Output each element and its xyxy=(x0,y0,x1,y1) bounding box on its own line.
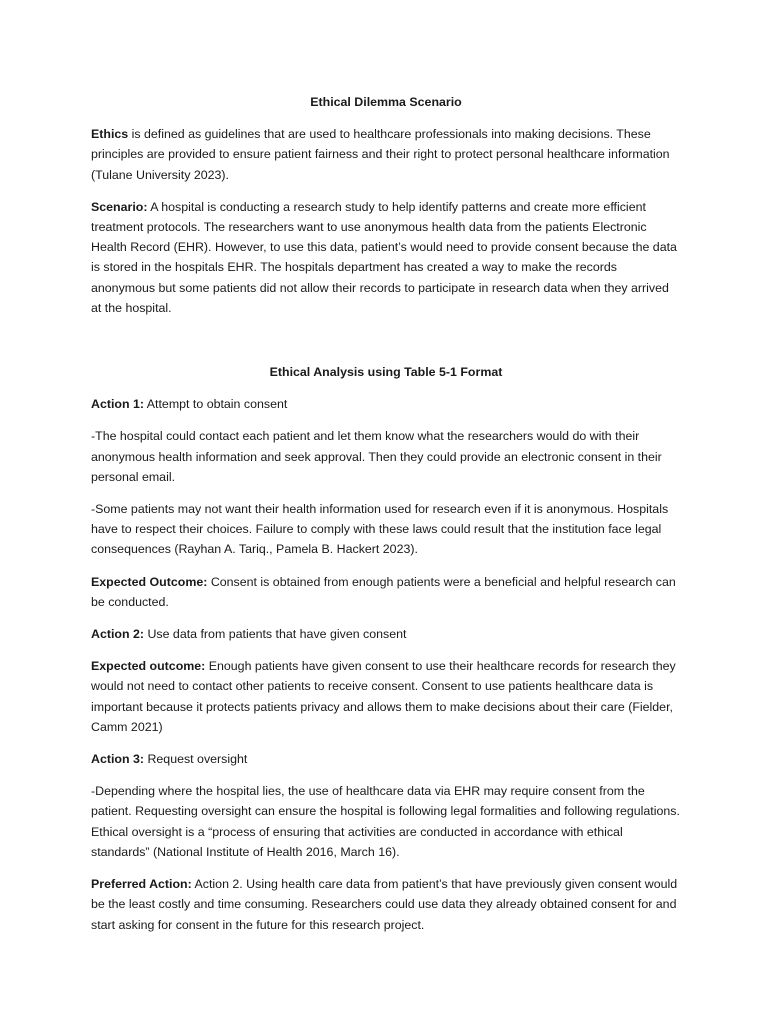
document-title: Ethical Dilemma Scenario xyxy=(310,95,462,109)
action3-text: Request oversight xyxy=(144,752,248,767)
outcome2-paragraph xyxy=(91,656,681,737)
preferred-label: Preferred Action: xyxy=(91,877,192,892)
scenario-paragraph xyxy=(91,197,681,318)
ethics-label: Ethics xyxy=(91,127,129,142)
outcome1-paragraph xyxy=(91,572,681,612)
ethics-text: is defined as guidelines that are used to healthcare professionals into making decisions. These principles are provided to ensure patient fairness and their right to protect personal healthcare information (Tulane University 2023). xyxy=(91,127,670,182)
action2-paragraph xyxy=(91,624,681,644)
document-body xyxy=(91,92,681,947)
action1-paragraph xyxy=(91,394,681,414)
action3-detail-1: -Depending where the hospital lies, the use of healthcare data via EHR may require consent from the patient. Requesting oversight can ensure the hospital is following legal formalities and following regulations. Ethical oversight is a “process of ensuring that activities are conducted in accordance with ethical standards” (National Institute of Health 2016, March 16). xyxy=(91,784,680,859)
action1-detail-2: -Some patients may not want their health information used for research even if it is anonymous. Hospitals have to respect their choices. Failure to comply with these laws could result that the institution face legal consequences (Rayhan A. Tariq., Pamela B. Hackert 2023). xyxy=(91,502,669,557)
action1-text: Attempt to obtain consent xyxy=(144,397,288,412)
action2-text: Use data from patients that have given consent xyxy=(144,627,407,642)
outcome2-text: Enough patients have given consent to use their healthcare records for research they would not need to contact other patients to receive consent. Consent to use patients healthcare data is important because it protects patients privacy and allows them to make decisions about their care (Fielder, Camm 2021) xyxy=(91,659,676,734)
outcome1-label: Expected Outcome: xyxy=(91,574,208,589)
analysis-title: Ethical Analysis using Table 5-1 Format xyxy=(269,365,503,380)
outcome2-label: Expected outcome: xyxy=(91,659,206,674)
preferred-paragraph xyxy=(91,874,681,935)
action3-label: Action 3: xyxy=(91,752,145,767)
preferred-text: Action 2. Using health care data from patient’s that have previously given consent would be the least costly and time consuming. Researchers could use data they already obtained consent for and start asking for consent in the future for this research project. xyxy=(91,877,678,932)
scenario-label: Scenario: xyxy=(91,199,148,214)
scenario-text: A hospital is conducting a research study to help identify patterns and create more efficient treatment protocols. The researchers want to use anonymous health data from the patients Electronic Health Record (EHR). However, to use this data, patient’s would need to provide consent because the data is stored in the hospitals EHR. The hospitals department has created a way to make the records anonymous but some patients did not allow their records to participate in research data when they arrived at the hospital. xyxy=(91,199,677,315)
ethics-paragraph xyxy=(91,124,681,185)
outcome1-text: Consent is obtained from enough patients were a beneficial and helpful research can be conducted. xyxy=(91,574,676,609)
action2-label: Action 2: xyxy=(91,627,145,642)
action1-label: Action 1: xyxy=(91,397,145,412)
action1-detail-1: -The hospital could contact each patient and let them know what the researchers would do with their anonymous health information and seek approval. Then they could provide an electronic consent in their personal email. xyxy=(91,429,662,484)
action3-paragraph xyxy=(91,749,681,769)
